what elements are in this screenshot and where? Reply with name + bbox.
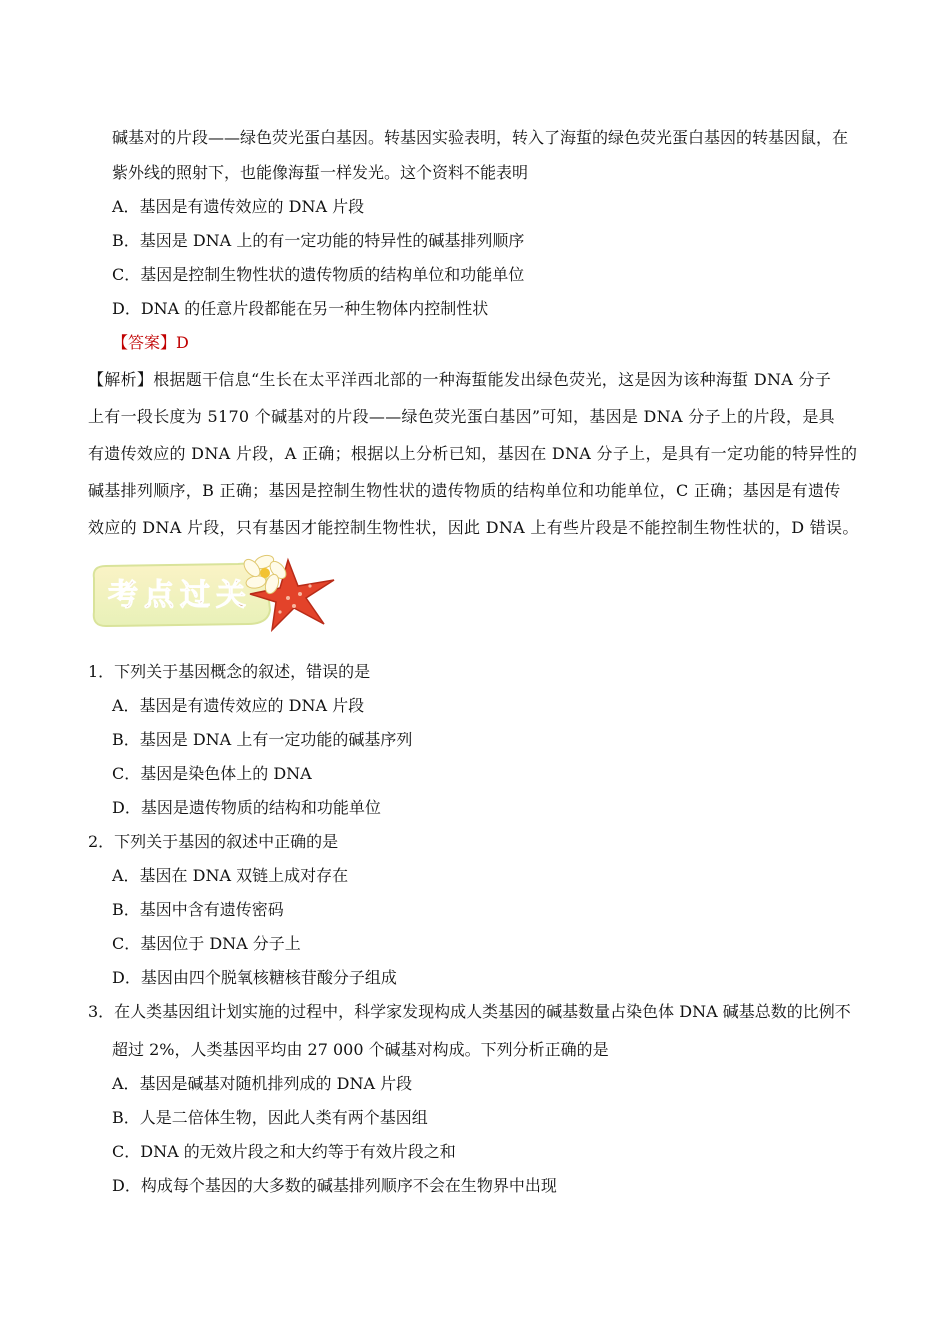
question-1-option-a: A．基因是有遗传效应的 DNA 片段 <box>112 696 365 715</box>
explanation-line-3: 有遗传效应的 DNA 片段，A 正确；根据以上分析已知，基因在 DNA 分子上，是具有一定功能的特异性的 <box>88 444 858 463</box>
question-3-option-b: B．人是二倍体生物，因此人类有两个基因组 <box>112 1108 428 1127</box>
example-option-d: D．DNA 的任意片段都能在另一种生物体内控制性状 <box>112 299 489 318</box>
question-3-option-a: A．基因是碱基对随机排列成的 DNA 片段 <box>112 1074 413 1093</box>
question-3-stem-line-2: 超过 2%，人类基因平均由 27 000 个碱基对构成。下列分析正确的是 <box>112 1040 609 1059</box>
banner-graphic <box>88 550 346 636</box>
question-3-option-d: D．构成每个基因的大多数的碱基排列顺序不会在生物界中出现 <box>112 1176 557 1195</box>
question-1-stem: 1．下列关于基因概念的叙述，错误的是 <box>88 662 371 681</box>
question-2-stem: 2．下列关于基因的叙述中正确的是 <box>88 832 339 851</box>
answer-value: D <box>176 333 189 352</box>
intro-line-2: 紫外线的照射下，也能像海蜇一样发光。这个资料不能表明 <box>112 163 529 182</box>
question-2-option-b: B．基因中含有遗传密码 <box>112 900 284 919</box>
intro-line-1: 碱基对的片段——绿色荧光蛋白基因。转基因实验表明，转入了海蜇的绿色荧光蛋白基因的转基因鼠，在 <box>112 128 849 147</box>
question-3-option-c: C．DNA 的无效片段之和大约等于有效片段之和 <box>112 1142 456 1161</box>
question-2-option-d: D．基因由四个脱氧核糖核苷酸分子组成 <box>112 968 397 987</box>
section-banner <box>88 550 346 636</box>
answer-line <box>112 332 189 354</box>
question-1-option-c: C．基因是染色体上的 DNA <box>112 764 312 783</box>
question-1-option-b: B．基因是 DNA 上有一定功能的碱基序列 <box>112 730 413 749</box>
question-2-option-a: A．基因在 DNA 双链上成对存在 <box>112 866 349 885</box>
answer-tag: 【答案】 <box>112 333 177 352</box>
example-option-c: C．基因是控制生物性状的遗传物质的结构单位和功能单位 <box>112 265 525 284</box>
explanation-line-5: 效应的 DNA 片段，只有基因才能控制生物性状，因此 DNA 上有些片段是不能控制生物性状的，D 错误。 <box>88 518 859 537</box>
explanation-line-1: 【解析】根据题干信息“生长在太平洋西北部的一种海蜇能发出绿色荧光，这是因为该种海蜇 DNA 分子 <box>88 370 832 389</box>
banner-title: 考点过关 <box>108 578 252 613</box>
example-option-b: B．基因是 DNA 上的有一定功能的特异性的碱基排列顺序 <box>112 231 525 250</box>
question-3-stem-line-1: 3．在人类基因组计划实施的过程中，科学家发现构成人类基因的碱基数量占染色体 DNA 碱基总数的比例不 <box>88 1002 851 1021</box>
explanation-line-4: 碱基排列顺序，B 正确；基因是控制生物性状的遗传物质的结构单位和功能单位，C 正确；基因是有遗传 <box>88 481 841 500</box>
explanation-line-2: 上有一段长度为 5170 个碱基对的片段——绿色荧光蛋白基因”可知，基因是 DNA 分子上的片段，是具 <box>88 407 835 426</box>
example-option-a: A．基因是有遗传效应的 DNA 片段 <box>112 197 365 216</box>
question-2-option-c: C．基因位于 DNA 分子上 <box>112 934 301 953</box>
question-1-option-d: D．基因是遗传物质的结构和功能单位 <box>112 798 381 817</box>
